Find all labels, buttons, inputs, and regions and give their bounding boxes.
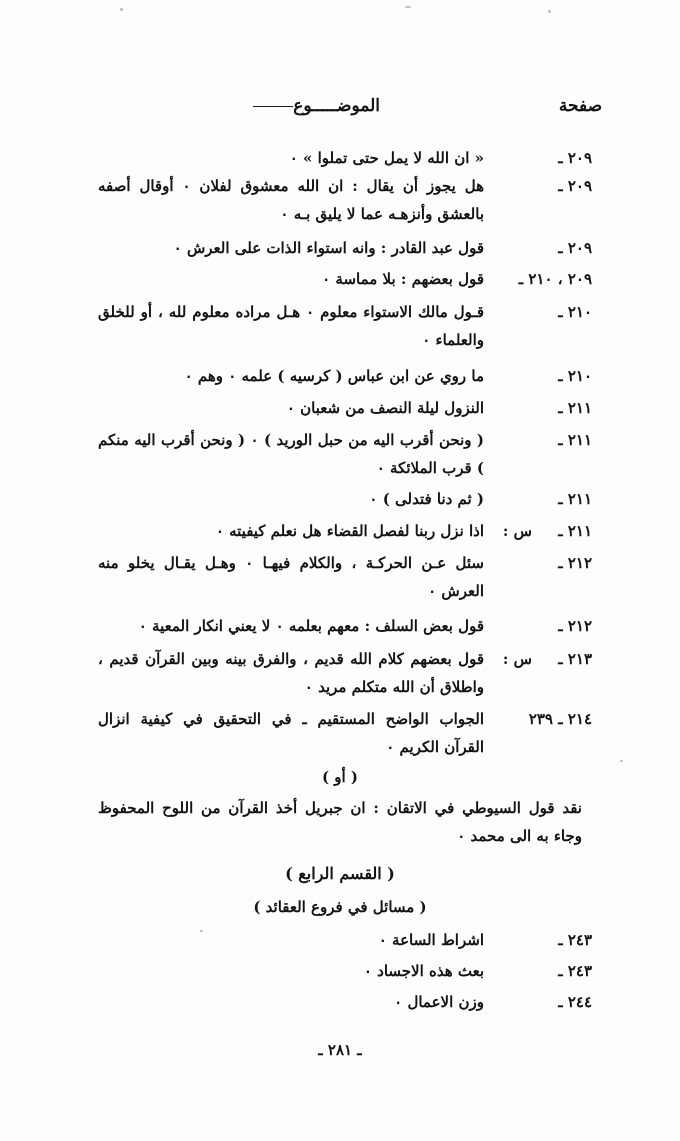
entry-text: ( ثم دنا فتدلى ) ٠ [369, 490, 484, 508]
entry-text: وزن الاعمال ٠ [394, 993, 484, 1011]
print-speck [620, 760, 623, 762]
entry-pages: ٢١٢ ـ [558, 617, 592, 635]
entry-pages: ٢١٢ ـ [558, 554, 592, 572]
entry-text: الجواب الواضح المستقيم ـ في التحقيق في كيفية انزال القرآن الكريم ٠ [98, 710, 484, 756]
or-heading: ( أو ) [321, 768, 359, 786]
entry-pages: ٢٤٤ ـ [558, 993, 592, 1011]
entry-pages: ٢٠٩ ، ٢١٠ ـ [518, 270, 592, 288]
entry-prefix: س : [502, 522, 532, 540]
entry-text: سئل عـن الحركـة ، والكلام فيهـا ٠ وهـل يقـال يخلو منه العرش ٠ [98, 554, 484, 600]
entry-pages: ٢٤٣ ـ [558, 962, 592, 980]
entry-pages: ٢٠٩ ـ [558, 149, 592, 167]
entry-pages: ٢٠٩ ـ [558, 239, 592, 257]
section-subtitle: ( مسائل في فروع العقائد ) [253, 898, 427, 916]
page-number: ـ ٢٨١ ـ [318, 1041, 362, 1059]
section-title: ( القسم الرابع ) [285, 864, 395, 883]
entry-text: قول بعضهم : بلا مماسة ٠ [322, 270, 484, 288]
topic-column-header: الموضـــــوع [253, 96, 380, 116]
or-text: نقد قول السيوطي في الاتقان : ان جبريل أخذ القرآن من اللوح المحفوظ وجاء به الى محمد ٠ [98, 799, 582, 845]
entry-text: قول عبد القادر : وانه استواء الذات على العرش ٠ [173, 239, 484, 257]
entry-pages: ٢١٠ ـ [558, 303, 592, 321]
entry-text: النزول ليلة النصف من شعبان ٠ [286, 399, 484, 417]
entry-text: اذا نزل ربنا لفصل القضاء هل نعلم كيفيته ٠ [215, 522, 484, 540]
entry-pages: ٢١١ ـ [558, 490, 592, 508]
entry-text: قول بعض السلف : معهم بعلمه ٠ لا يعني انكار المعية ٠ [138, 617, 484, 635]
entry-pages: ٢٤٣ ـ [558, 931, 592, 949]
entry-pages: ٢١٣ ـ [558, 650, 592, 668]
entry-pages: ٢١٤ ـ ٢٣٩ [528, 710, 592, 728]
print-speck [405, 6, 411, 8]
entry-pages: ٢١١ ـ [558, 431, 592, 449]
page-column-header: صفحة [558, 96, 602, 116]
entry-text: ما روي عن ابن عباس ( كرسيه ) علمه ٠ وهم ٠ [184, 367, 484, 385]
entry-text: قول بعضهم كلام الله قديم ، والفرق بينه وبين القرآن قديم ، واطلاق أن الله متكلم مريد ٠ [98, 650, 484, 696]
entry-prefix: س : [502, 650, 532, 668]
print-speck [548, 10, 551, 13]
entry-pages: ٢١١ ـ [558, 522, 592, 540]
entry-pages: ٢١٠ ـ [558, 367, 592, 385]
entry-text: « ان الله لا يمل حتى تملوا » ٠ [289, 149, 484, 167]
entry-text: هل يجوز أن يقال : ان الله معشوق لفلان ٠ أوقال أصفه بالعشق وأنزهـه عما لا يليق بـه ٠ [98, 177, 484, 223]
entry-text: قـول مالك الاستواء معلوم ٠ هـل مراده معلوم لله ، أو للخلق والعلماء ٠ [98, 303, 484, 349]
entry-text: بعث هذه الاجساد ٠ [363, 962, 484, 980]
print-speck [120, 8, 123, 11]
entry-text: اشراط الساعة ٠ [378, 931, 484, 949]
entry-text: ( ونحن أقرب اليه من حبل الوريد ) ٠ ( ونحن أقرب اليه منكم ) قرب الملائكة ٠ [98, 431, 484, 477]
entry-pages: ٢٠٩ ـ [558, 177, 592, 195]
entry-pages: ٢١١ ـ [558, 399, 592, 417]
